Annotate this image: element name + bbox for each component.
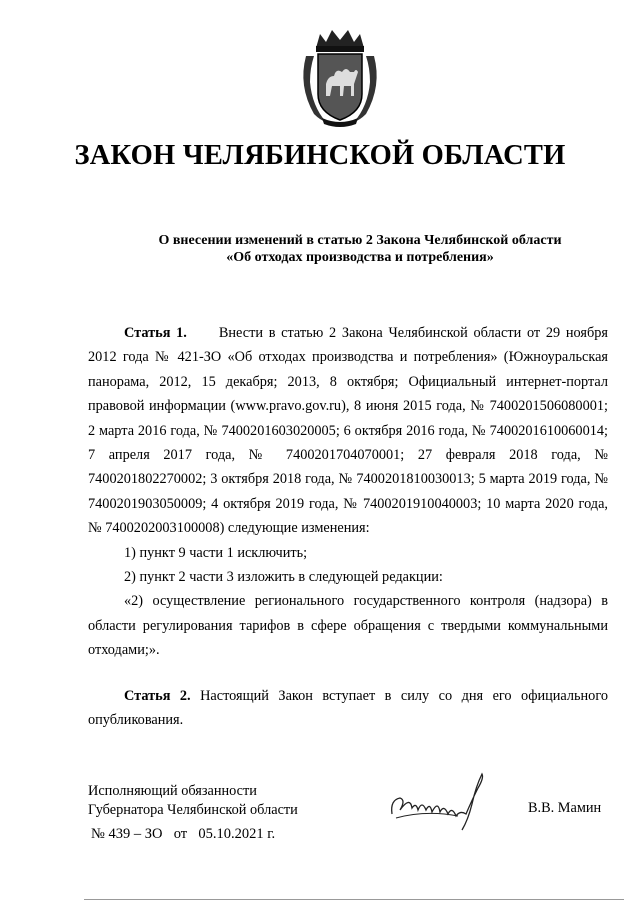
article-1-intro-paragraph	[88, 321, 608, 541]
law-title: ЗАКОН ЧЕЛЯБИНСКОЙ ОБЛАСТИ	[74, 140, 566, 171]
position-line-1: Исполняющий обязанности	[88, 783, 257, 799]
article-1-item-2-text: «2) осуществление регионального государственного контроля (надзора) в области регулирования тарифов в сфере обращения с твердыми коммунальными отходами;».	[88, 593, 608, 659]
article-2	[88, 684, 608, 733]
subtitle-line-2: «Об отходах производства и потребления»	[226, 250, 494, 265]
handwritten-signature-icon	[386, 770, 496, 832]
registration-date: 05.10.2021 г.	[198, 826, 276, 842]
coat-of-arms-icon	[296, 26, 384, 128]
article-1-intro-text: Внести в статью 2 Закона Челябинской области от 29 ноября 2012 года № 421-ЗО «Об отходах производства и потребления» (Южноуральская панорама, 2012, 15 декабря; 2013, 8 октября; Официальный интернет-портал правовой информации (www.pravo.gov.ru), 8 июня 2015 года, № 7400201506080001; 2 марта 2016 года, № 7400201603020005; 6 октября 2016 года, № 7400201610060014; 7 апреля 2017 года, № 7400201704070001; 27 февраля 2018 года, № 7400201802270002; 3 октября 2018 года, № 7400201810030013; 5 марта 2019 года, № 7400201903050009; 4 октября 2019 года, № 7400201910040003; 10 марта 2020 года, № 7400202003100008) следующие изменения:	[88, 325, 608, 537]
page-bottom-rule	[84, 899, 624, 900]
article-1-item-1: 1) пункт 9 части 1 исключить;	[124, 544, 308, 561]
article-1	[88, 321, 608, 663]
registration-line	[91, 826, 275, 843]
article-1-heading: Статья 1.	[124, 325, 187, 341]
subtitle-line-1: О внесении изменений в статью 2 Закона Челябинской области	[158, 233, 562, 248]
signatory-position	[88, 782, 298, 820]
registration-number: № 439 – ЗО	[91, 826, 163, 842]
article-2-text: Настоящий Закон вступает в силу со дня его официального опубликования.	[88, 688, 608, 729]
article-2-heading: Статья 2.	[124, 688, 191, 704]
article-2-paragraph	[88, 684, 608, 733]
position-line-2: Губернатора Челябинской области	[88, 802, 298, 818]
article-1-item-2: 2) пункт 2 части 3 изложить в следующей редакции:	[124, 569, 443, 586]
law-subtitle	[80, 232, 640, 266]
signer-name: В.В. Мамин	[528, 800, 602, 816]
registration-from-label: от	[173, 826, 188, 842]
